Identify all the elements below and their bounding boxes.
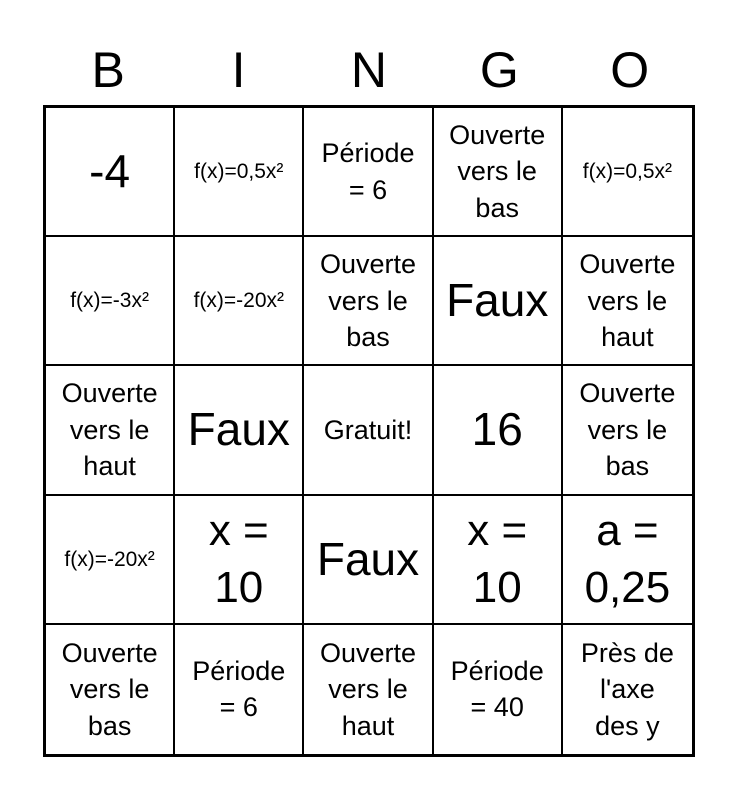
bingo-cell-r4-c2[interactable] [175, 496, 304, 625]
cell-text: f(x)=-20x² [193, 289, 284, 313]
bingo-cell-r4-c5[interactable] [563, 496, 692, 625]
bingo-cell-r5-c3[interactable] [304, 625, 433, 754]
bingo-cell-r4-c4[interactable] [434, 496, 563, 625]
cell-text: Faux [446, 274, 549, 327]
bingo-cell-r3-c3[interactable] [304, 366, 433, 495]
cell-text: Faux [316, 532, 420, 585]
cell-text: Ouverte vers le bas [61, 637, 158, 741]
bingo-cell-r2-c5[interactable] [563, 237, 692, 366]
cell-text: f(x)=-20x² [64, 547, 155, 571]
bingo-cell-r1-c1[interactable] [46, 108, 175, 237]
cell-text: -4 [89, 145, 131, 197]
bingo-cell-r4-c3[interactable] [304, 496, 433, 625]
bingo-cell-r2-c4[interactable] [434, 237, 563, 366]
cell-text: f(x)=-3x² [70, 289, 149, 313]
bingo-cell-r5-c5[interactable] [563, 625, 692, 754]
cell-text: Ouverte vers le bas [579, 378, 676, 482]
header-letter-g: G [479, 42, 519, 98]
cell-text: f(x)=0,5x² [582, 159, 673, 183]
cell-text: Ouverte vers le bas [319, 249, 417, 352]
bingo-cell-r2-c3[interactable] [304, 237, 433, 366]
bingo-cell-r3-c1[interactable] [46, 366, 175, 495]
bingo-header [43, 38, 695, 102]
cell-text: f(x)=0,5x² [194, 159, 284, 183]
cell-text: Faux [187, 403, 290, 456]
cell-text: Ouverte vers le haut [61, 378, 158, 482]
cell-text: Période = 6 [192, 655, 286, 723]
cell-text: Près de l'axe des y [580, 637, 674, 741]
cell-text: 16 [471, 403, 523, 456]
cell-text: Ouverte vers le bas [449, 119, 546, 223]
header-letter-n: N [350, 42, 388, 98]
cell-text: x = 10 [467, 506, 528, 613]
cell-text: Ouverte vers le haut [579, 249, 676, 352]
bingo-cell-r3-c5[interactable] [563, 366, 692, 495]
bingo-cell-r3-c4[interactable] [434, 366, 563, 495]
bingo-cell-r4-c1[interactable] [46, 496, 175, 625]
bingo-cell-r1-c4[interactable] [434, 108, 563, 237]
bingo-cell-r5-c2[interactable] [175, 625, 304, 754]
header-letter-o: O [610, 42, 650, 98]
cell-text: Période = 40 [450, 655, 544, 723]
bingo-cell-r3-c2[interactable] [175, 366, 304, 495]
bingo-card-grid [43, 105, 695, 757]
bingo-cell-r1-c3[interactable] [304, 108, 433, 237]
cell-text: a = 0,25 [584, 506, 671, 613]
bingo-cell-r2-c1[interactable] [46, 237, 175, 366]
header-letter-b: B [91, 42, 125, 98]
bingo-cell-r1-c5[interactable] [563, 108, 692, 237]
bingo-cell-r5-c4[interactable] [434, 625, 563, 754]
cell-text: Ouverte vers le haut [319, 637, 417, 741]
bingo-cell-r5-c1[interactable] [46, 625, 175, 754]
bingo-cell-r2-c2[interactable] [175, 237, 304, 366]
bingo-cell-r1-c2[interactable] [175, 108, 304, 237]
cell-text: Période = 6 [321, 138, 415, 205]
cell-text: x = 10 [208, 506, 269, 613]
cell-text: Gratuit! [323, 414, 413, 445]
header-letter-i: I [231, 42, 246, 98]
